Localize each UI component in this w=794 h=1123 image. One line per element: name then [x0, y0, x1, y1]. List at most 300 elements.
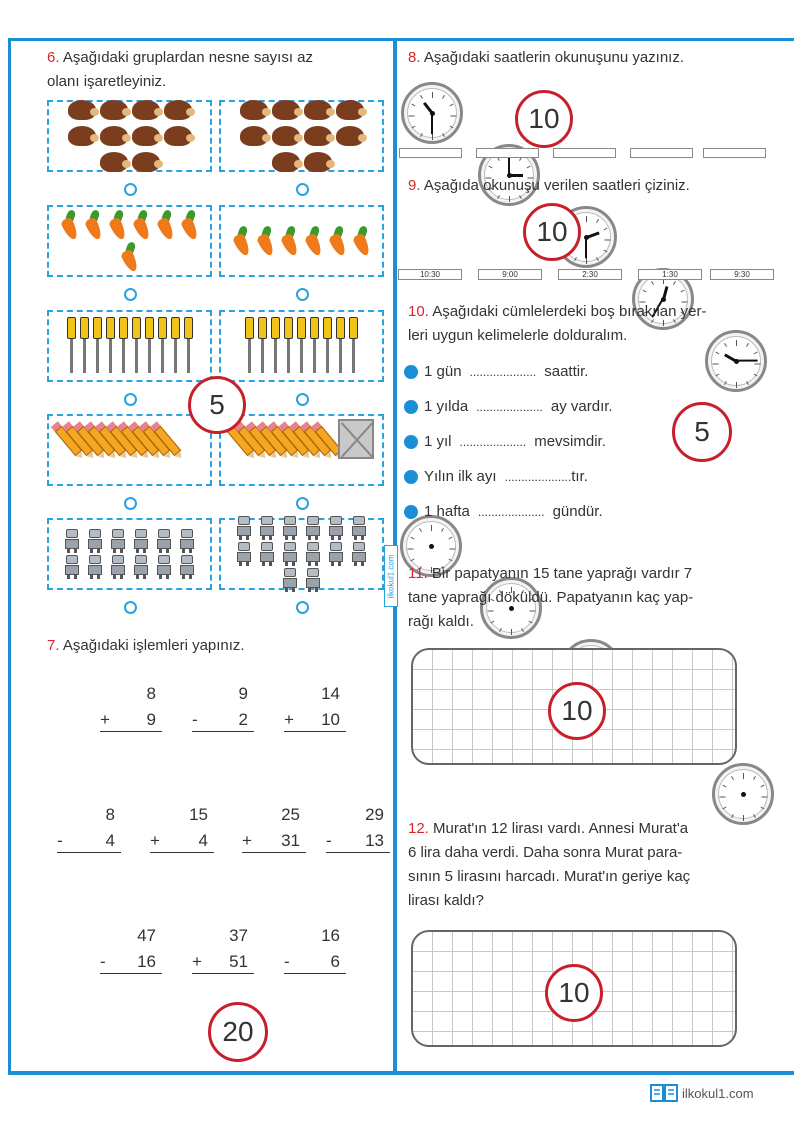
q7-operator: - — [100, 952, 106, 971]
q7-result-line — [284, 973, 346, 974]
book-icon — [650, 1082, 678, 1104]
bullet-icon — [404, 470, 418, 484]
q7-operator: + — [242, 831, 252, 850]
hedgehog-icon — [336, 126, 364, 146]
q9-time-label: 10:30 — [398, 269, 462, 280]
hedgehog-icon — [100, 100, 128, 120]
q10-item-suffix: saattir. — [544, 363, 589, 380]
robot-icon — [62, 555, 82, 579]
q6-option-radio[interactable] — [296, 288, 309, 301]
q9-question — [408, 174, 690, 198]
q6-group-box — [47, 100, 212, 172]
q7-operation — [57, 805, 121, 855]
q7-operand-top: 9 — [238, 684, 248, 703]
clock-tick — [722, 785, 726, 788]
clock-icon — [401, 82, 463, 144]
q10-question — [408, 300, 750, 348]
q9-time-label: 1:30 — [638, 269, 702, 280]
q8-score: 10 — [528, 103, 560, 134]
clock-tick — [432, 134, 433, 140]
robot-icon — [280, 516, 300, 540]
q10-item — [404, 398, 613, 415]
clock-tick — [449, 537, 453, 540]
q7-score: 20 — [222, 1016, 254, 1047]
q10-score: 5 — [694, 416, 710, 447]
clock-center — [741, 792, 746, 797]
q7-operator: - — [326, 831, 332, 850]
q7-operand-bottom: 10 — [321, 710, 340, 729]
clock-tick — [419, 528, 422, 532]
clock-tick — [442, 95, 445, 99]
q10-item-text: 1 yıl — [424, 433, 452, 450]
clock-tick — [441, 528, 444, 532]
q6-group-box — [219, 310, 384, 382]
q7-result-line — [100, 731, 162, 732]
q7-operand-top: 8 — [146, 684, 156, 703]
robot-icon — [108, 555, 128, 579]
q7-text: Aşağıdaki işlemleri yapınız. — [62, 637, 245, 654]
q10-item-text: Yılın ilk ayı — [424, 468, 497, 485]
clock-tick — [761, 807, 765, 810]
clock-tick — [753, 776, 756, 780]
robot-icon — [280, 568, 300, 592]
carrot-icon — [119, 242, 141, 272]
q10-item-blank[interactable]: .................... — [476, 399, 543, 414]
screwdriver-icon — [322, 317, 333, 375]
clock-tick — [450, 126, 454, 129]
q10-item-text: 1 gün — [424, 363, 462, 380]
q7-question — [47, 634, 245, 658]
q11-question — [408, 562, 750, 634]
clock-tick — [722, 807, 726, 810]
q10-item-blank[interactable]: .................... — [504, 469, 572, 484]
screwdriver-icon — [170, 317, 181, 375]
clock-center — [584, 235, 589, 240]
page-frame-left — [8, 38, 11, 1075]
screwdriver-icon — [283, 317, 294, 375]
clock-tick — [420, 133, 423, 137]
robot-icon — [303, 516, 323, 540]
q8-answer-box[interactable] — [703, 148, 766, 158]
clock-tick — [761, 785, 765, 788]
hedgehog-icon — [240, 126, 268, 146]
screwdriver-icon — [105, 317, 116, 375]
bullet-icon — [404, 435, 418, 449]
q7-operation — [284, 926, 346, 976]
hedgehog-icon — [304, 126, 332, 146]
clock-tick — [724, 381, 727, 385]
clock-tick — [432, 92, 433, 98]
clock-face — [718, 769, 768, 819]
clock-minute-hand — [431, 113, 433, 135]
q7-operation — [284, 684, 346, 734]
carrot-icon — [131, 210, 153, 240]
q10-item-suffix: gündür. — [552, 503, 603, 520]
clock-tick — [409, 116, 415, 117]
q8-number: 8. — [408, 49, 421, 66]
q7-operand-bottom: 51 — [229, 952, 248, 971]
q7-operation — [192, 684, 254, 734]
hedgehog-icon — [304, 100, 332, 120]
robot-icon — [154, 555, 174, 579]
clock-center — [430, 111, 435, 116]
q10-number: 10. — [408, 303, 429, 320]
q6-group-box — [219, 518, 384, 590]
q6-option-radio[interactable] — [296, 497, 309, 510]
carrot-icon — [351, 226, 373, 256]
hedgehog-icon — [132, 100, 160, 120]
robot-icon — [131, 529, 151, 553]
robot-icon — [177, 555, 197, 579]
q7-operation — [100, 926, 162, 976]
q7-operation — [326, 805, 390, 855]
q12-number: 12. — [408, 820, 429, 837]
q10-item-text: 1 yılda — [424, 398, 469, 415]
clock-tick — [411, 126, 415, 129]
clock-tick — [408, 549, 414, 550]
q8-text: Aşağıdaki saatlerin okunuşunu yazınız. — [423, 49, 685, 66]
q7-operand-top: 29 — [365, 805, 384, 824]
q7-operator: - — [57, 831, 63, 850]
q7-operand-bottom: 16 — [137, 952, 156, 971]
q10-score-circle — [672, 402, 732, 462]
q6-question — [47, 46, 389, 94]
q12-text-line3: sının 5 lirasını harcadı. Murat'ın geriye kaç — [408, 868, 691, 885]
carrot-icon — [179, 210, 201, 240]
q9-time-label: 9:00 — [478, 269, 542, 280]
clock-tick — [754, 352, 758, 355]
q10-item — [404, 433, 606, 450]
clock-tick — [411, 104, 415, 107]
q7-operand-bottom: 4 — [105, 831, 115, 850]
q7-result-line — [150, 852, 214, 853]
q7-result-line — [242, 852, 306, 853]
q12-score: 10 — [558, 977, 590, 1008]
screwdriver-icon — [183, 317, 194, 375]
q10-text-line2: leri uygun kelimelerle dolduralım. — [408, 327, 628, 344]
q8-question — [408, 46, 684, 70]
clock-tick — [450, 104, 454, 107]
q6-number: 6. — [47, 49, 60, 66]
screwdriver-icon — [348, 317, 359, 375]
robot-icon — [349, 542, 369, 566]
clock-tick — [574, 257, 577, 261]
robot-icon — [108, 529, 128, 553]
q10-item-suffix: mevsimdir. — [534, 433, 606, 450]
eraser-box-icon — [338, 419, 374, 459]
clock-center — [429, 544, 434, 549]
q12-text-line1: Murat'ın 12 lirası vardı. Annesi Murat'a — [433, 820, 689, 837]
robot-icon — [234, 542, 254, 566]
robot-icon — [326, 516, 346, 540]
screwdriver-icon — [92, 317, 103, 375]
clock-tick — [604, 228, 608, 231]
q7-score-circle — [208, 1002, 268, 1062]
q6-group-box — [219, 100, 384, 172]
q8-score-circle — [515, 90, 573, 148]
clock-tick — [586, 258, 587, 264]
robot-icon — [303, 568, 323, 592]
screwdriver-icon — [309, 317, 320, 375]
clock-tick — [743, 773, 744, 779]
q10-item — [404, 503, 603, 520]
q6-text-line2: olanı işaretleyiniz. — [47, 73, 167, 90]
clock-tick — [451, 116, 457, 117]
q6-score: 5 — [209, 389, 225, 420]
q7-operation — [150, 805, 214, 855]
clock-center — [734, 359, 739, 364]
clock-tick — [715, 374, 719, 377]
hedgehog-icon — [100, 126, 128, 146]
q6-option-radio[interactable] — [296, 601, 309, 614]
hedgehog-icon — [240, 100, 268, 120]
q7-number: 7. — [47, 637, 60, 654]
q9-text: Aşağıda okunuşu verilen saatleri çiziniz. — [423, 177, 690, 194]
q7-operation — [242, 805, 306, 855]
q7-result-line — [284, 731, 346, 732]
robot-icon — [257, 516, 277, 540]
q7-operand-top: 14 — [321, 684, 340, 703]
clock-tick — [753, 814, 756, 818]
q7-operation — [100, 684, 162, 734]
robot-icon — [85, 529, 105, 553]
q10-item-text: 1 hafta — [424, 503, 470, 520]
clock-minute-hand — [585, 237, 587, 259]
bullet-icon — [404, 505, 418, 519]
q7-result-line — [326, 852, 390, 853]
q7-result-line — [57, 852, 121, 853]
q10-text-line1: Aşağıdaki cümlelerdeki boş bırakılan yer- — [432, 303, 707, 320]
hedgehog-icon — [68, 126, 96, 146]
clock-tick — [527, 166, 531, 169]
screwdriver-icon — [66, 317, 77, 375]
q7-operator: - — [192, 710, 198, 729]
q7-operand-bottom: 13 — [365, 831, 384, 850]
q6-option-radio[interactable] — [296, 393, 309, 406]
clock-tick — [450, 549, 456, 550]
q6-group-box — [47, 414, 212, 486]
clock-tick — [651, 281, 654, 285]
q10-item-suffix: tır. — [571, 468, 588, 485]
q8-answer-box[interactable] — [553, 148, 616, 158]
hedgehog-icon — [272, 100, 300, 120]
carrot-icon — [279, 226, 301, 256]
clock-tick — [431, 525, 432, 531]
clock-tick — [715, 352, 719, 355]
q6-score-circle — [188, 376, 246, 434]
robot-icon — [234, 516, 254, 540]
q12-text-line4: lirası kaldı? — [408, 892, 484, 909]
q6-option-radio[interactable] — [124, 393, 137, 406]
screwdriver-icon — [79, 317, 90, 375]
clock-tick — [596, 257, 599, 261]
q7-operand-top: 25 — [281, 805, 300, 824]
clock-tick — [736, 382, 737, 388]
clock-tick — [755, 364, 761, 365]
bullet-icon — [404, 365, 418, 379]
q6-group-box — [47, 205, 212, 277]
clock-tick — [420, 95, 423, 99]
side-watermark — [384, 545, 398, 607]
q11-score: 10 — [561, 695, 593, 726]
q6-group-box — [219, 205, 384, 277]
clock-tick — [673, 281, 676, 285]
carrot-icon — [107, 210, 129, 240]
clock-tick — [762, 797, 768, 798]
clock-tick — [410, 537, 414, 540]
clock-tick — [754, 374, 758, 377]
screwdriver-icon — [335, 317, 346, 375]
clock-icon[interactable] — [712, 763, 774, 825]
q11-text-line3: rağı kaldı. — [408, 613, 474, 630]
q10-item — [404, 363, 588, 380]
q10-item-blank[interactable]: .................... — [459, 434, 527, 449]
clock-tick — [731, 776, 734, 780]
q7-operator: + — [284, 710, 294, 729]
q7-operand-top: 8 — [105, 805, 115, 824]
screwdriver-icon — [157, 317, 168, 375]
q9-score: 10 — [536, 216, 568, 247]
q6-group-box — [47, 310, 212, 382]
q11-number: 11. — [408, 565, 428, 582]
hedgehog-icon — [304, 152, 332, 172]
clock-tick — [605, 240, 611, 241]
hedgehog-icon — [272, 152, 300, 172]
q6-option-radio[interactable] — [124, 288, 137, 301]
q12-score-circle — [545, 964, 603, 1022]
screwdriver-icon — [118, 317, 129, 375]
clock-tick — [746, 381, 749, 385]
q7-result-line — [192, 973, 254, 974]
robot-icon — [62, 529, 82, 553]
q8-answer-box[interactable] — [630, 148, 693, 158]
q7-result-line — [192, 731, 254, 732]
q6-option-radio[interactable] — [124, 183, 137, 196]
screwdriver-icon — [144, 317, 155, 375]
q11-score-circle — [548, 682, 606, 740]
q7-operator: + — [100, 710, 110, 729]
q11-text-line1: Bir papatyanın 15 tane yaprağı vardır 7 — [431, 565, 693, 582]
clock-minute-hand — [736, 360, 758, 362]
screwdriver-icon — [244, 317, 255, 375]
carrot-icon — [155, 210, 177, 240]
q7-operation — [192, 926, 254, 976]
footer-logo — [650, 1082, 754, 1104]
robot-icon — [154, 529, 174, 553]
carrot-icon — [303, 226, 325, 256]
q7-operand-bottom: 9 — [146, 710, 156, 729]
q7-operand-top: 15 — [189, 805, 208, 824]
robot-icon — [131, 555, 151, 579]
clock-tick — [642, 290, 646, 293]
screwdriver-icon — [257, 317, 268, 375]
clock-tick — [449, 559, 453, 562]
page-frame-bottom — [8, 1071, 794, 1075]
clock-tick — [410, 559, 414, 562]
q9-number: 9. — [408, 177, 421, 194]
carrot-icon — [231, 226, 253, 256]
q8-answer-box[interactable] — [399, 148, 462, 158]
robot-icon — [349, 516, 369, 540]
clock-tick — [596, 219, 599, 223]
clock-tick — [586, 216, 587, 222]
q9-time-label: 2:30 — [558, 269, 622, 280]
q6-option-radio[interactable] — [124, 497, 137, 510]
q7-result-line — [100, 973, 162, 974]
robot-icon — [177, 529, 197, 553]
q7-operator: + — [150, 831, 160, 850]
q12-text-line2: 6 lira daha verdi. Daha sonra Murat para- — [408, 844, 683, 861]
carrot-icon — [83, 210, 105, 240]
carrot-icon — [59, 210, 81, 240]
q6-option-radio[interactable] — [296, 183, 309, 196]
screwdriver-icon — [296, 317, 307, 375]
q6-group-box — [47, 518, 212, 590]
watermark-text: ilkokul1.com — [386, 553, 396, 599]
q12-question — [408, 817, 750, 913]
screwdriver-icon — [131, 317, 142, 375]
hedgehog-icon — [164, 100, 192, 120]
clock-tick — [488, 166, 492, 169]
q7-operator: - — [284, 952, 290, 971]
q7-operand-bottom: 6 — [330, 952, 340, 971]
q7-operand-top: 37 — [229, 926, 248, 945]
q10-item-suffix: ay vardır. — [550, 398, 613, 415]
robot-icon — [257, 542, 277, 566]
hedgehog-icon — [100, 152, 128, 172]
q7-operand-top: 47 — [137, 926, 156, 945]
q11-text-line2: tane yaprağı döküldü. Papatyanın kaç yap- — [408, 589, 694, 606]
hedgehog-icon — [132, 126, 160, 146]
robot-icon — [85, 555, 105, 579]
screwdriver-icon — [270, 317, 281, 375]
q10-item — [404, 468, 588, 485]
hedgehog-icon — [132, 152, 160, 172]
q7-operand-bottom: 4 — [198, 831, 208, 850]
hedgehog-icon — [336, 100, 364, 120]
hedgehog-icon — [68, 100, 96, 120]
robot-icon — [326, 542, 346, 566]
q9-score-circle — [523, 203, 581, 261]
hedgehog-icon — [272, 126, 300, 146]
bullet-icon — [404, 400, 418, 414]
q9-time-label: 9:30 — [710, 269, 774, 280]
clock-tick — [720, 797, 726, 798]
q6-group-box — [219, 414, 384, 486]
robot-icon — [280, 542, 300, 566]
hedgehog-icon — [164, 126, 192, 146]
clock-tick — [604, 250, 608, 253]
clock-face — [407, 88, 457, 138]
robot-icon — [303, 542, 323, 566]
q8-answer-box[interactable] — [476, 148, 539, 158]
carrot-icon — [255, 226, 277, 256]
page-frame-top — [8, 38, 794, 41]
clock-tick — [681, 290, 685, 293]
q7-operator: + — [192, 952, 202, 971]
q10-item-blank[interactable]: .................... — [477, 504, 545, 519]
q7-operand-bottom: 31 — [281, 831, 300, 850]
q7-operand-top: 16 — [321, 926, 340, 945]
q6-text-line1: Aşağıdaki gruplardan nesne sayısı az — [62, 49, 314, 66]
q10-item-blank[interactable]: .................... — [469, 364, 537, 379]
clock-tick — [442, 133, 445, 137]
clock-tick — [713, 364, 719, 365]
carrot-icon — [327, 226, 349, 256]
footer-logo-text: ilkokul1.com — [682, 1085, 754, 1101]
q7-operand-bottom: 2 — [238, 710, 248, 729]
q6-option-radio[interactable] — [124, 601, 137, 614]
